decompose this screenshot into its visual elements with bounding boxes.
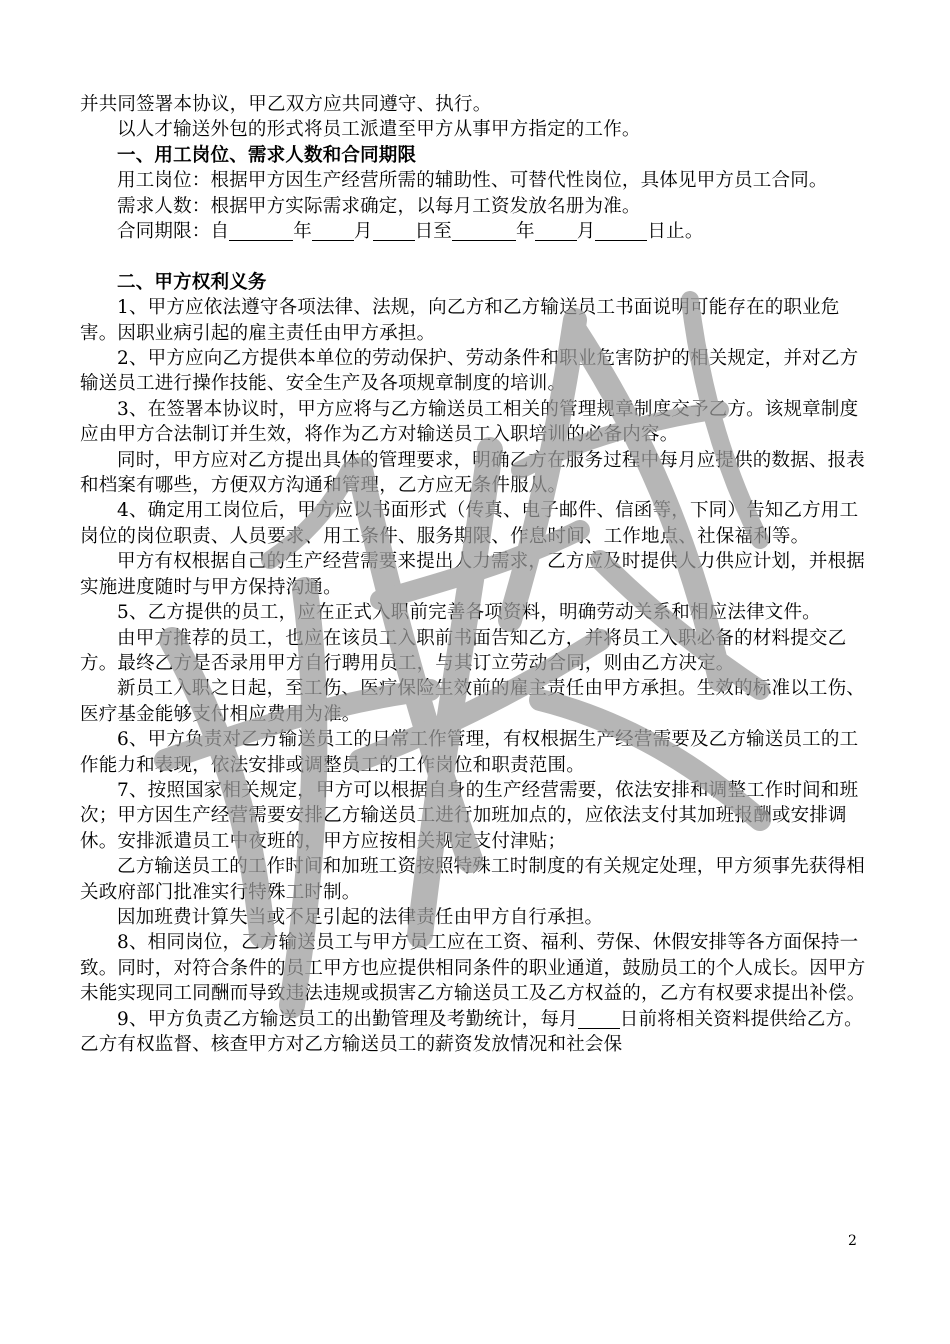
paragraph: 以人才输送外包的形式将员工派遣至甲方从事甲方指定的工作。 [117,119,641,141]
blank-field [595,220,647,241]
paragraph: 3、在签署本协议时，甲方应将与乙方输送员工相关的管理规章制度交予乙方。该规章制度应由甲方合法制订并生效，将作为乙方对输送员工入职培训的必备内容。 [80,398,859,446]
document-body [80,92,870,1057]
paragraph: 6、甲方负责对乙方输送员工的日常工作管理，有权根据生产经营需要及乙方输送员工的工作能力和表现，依法安排或调整员工的工作岗位和职责范围。 [80,729,859,776]
blank-field [578,1008,620,1029]
paragraph-item-9: 9、甲方负责乙方输送员工的出勤管理及考勤统计，每月 日前将相关资料提供给乙方。乙方有权监督、核查甲方对乙方输送员工的薪资发放情况和社会保 [80,1008,863,1056]
page-number: 2 [848,1233,857,1249]
blank-field [373,220,415,241]
paragraph: 用工岗位：根据甲方因生产经营所需的辅助性、可替代性岗位，具体见甲方员工合同。 [117,170,828,192]
contract-term-line: 合同期限：自 年 月 日至 年 月 日止。 [117,221,704,243]
paragraph: 乙方输送员工的工作时间和加班工资按照特殊工时制度的有关规定处理，甲方须事先获得相关政府部门批准实行特殊工时制。 [80,856,866,903]
paragraph: 由甲方推荐的员工，也应在该员工入职前书面告知乙方，并将员工入职必备的材料提交乙方。最终乙方是否录用甲方自行聘用员工，与其订立劳动合同，则由乙方决定。 [80,627,847,674]
blank-field [312,220,354,241]
paragraph: 8、相同岗位，乙方输送员工与甲方员工应在工资、福利、劳保、休假安排等各方面保持一致。同时，对符合条件的员工甲方也应提供相同条件的职业通道，鼓励员工的个人成长。因甲方未能实现同工同酬而导致违法违规或损害乙方输送员工及乙方权益的，乙方有权要求提出补偿。 [80,932,866,1005]
spacer [80,244,870,269]
paragraph: 并共同签署本协议，甲乙双方应共同遵守、执行。 [80,94,492,115]
paragraph: 4、确定用工岗位后，甲方应以书面形式（传真、电子邮件、信函等，下同）告知乙方用工岗位的岗位职责、人员要求、用工条件、服务期限、作息时间、工作地点、社保福利等。 [80,500,859,547]
paragraph: 1、甲方应依法遵守各项法律、法规，向乙方和乙方输送员工书面说明可能存在的职业危害。因职业病引起的雇主责任由甲方承担。 [80,297,840,344]
paragraph: 新员工入职之日起，至工伤、医疗保险生效前的雇主责任由甲方承担。生效的标准以工伤、医疗基金能够支付相应费用为准。 [80,678,866,725]
section-heading-1: 一、用工岗位、需求人数和合同期限 [117,144,417,166]
blank-field [452,220,516,241]
paragraph: 5、乙方提供的员工，应在正式入职前完善各项资料，明确劳动关系和相应法律文件。 [117,602,821,624]
blank-field [229,220,293,241]
paragraph: 因加班费计算失当或不足引起的法律责任由甲方自行承担。 [117,906,604,928]
paragraph: 甲方有权根据自己的生产经营需要来提出人力需求，乙方应及时提供人力供应计划，并根据实施进度随时与甲方保持沟通。 [80,551,866,598]
paragraph: 7、按照国家相关规定，甲方可以根据自身的生产经营需要，依法安排和调整工作时间和班次；甲方因生产经营需要安排乙方输送员工进行加班加点的，应依法支付其加班报酬或安排调休。安排派遣员工中夜班的，甲方应按相关规定支付津贴； [80,779,859,852]
blank-field [535,220,577,241]
paragraph: 2、甲方应向乙方提供本单位的劳动保护、劳动条件和职业危害防护的相关规定，并对乙方输送员工进行操作技能、安全生产及各项规章制度的培训。 [80,348,859,395]
paragraph: 同时，甲方应对乙方提出具体的管理要求，明确乙方在服务过程中每月应提供的数据、报表和档案有哪些，方便双方沟通和管理，乙方应无条件服从。 [80,449,866,497]
section-heading-2: 二、甲方权利义务 [117,271,267,293]
paragraph: 需求人数：根据甲方实际需求确定，以每月工资发放名册为准。 [117,195,641,217]
